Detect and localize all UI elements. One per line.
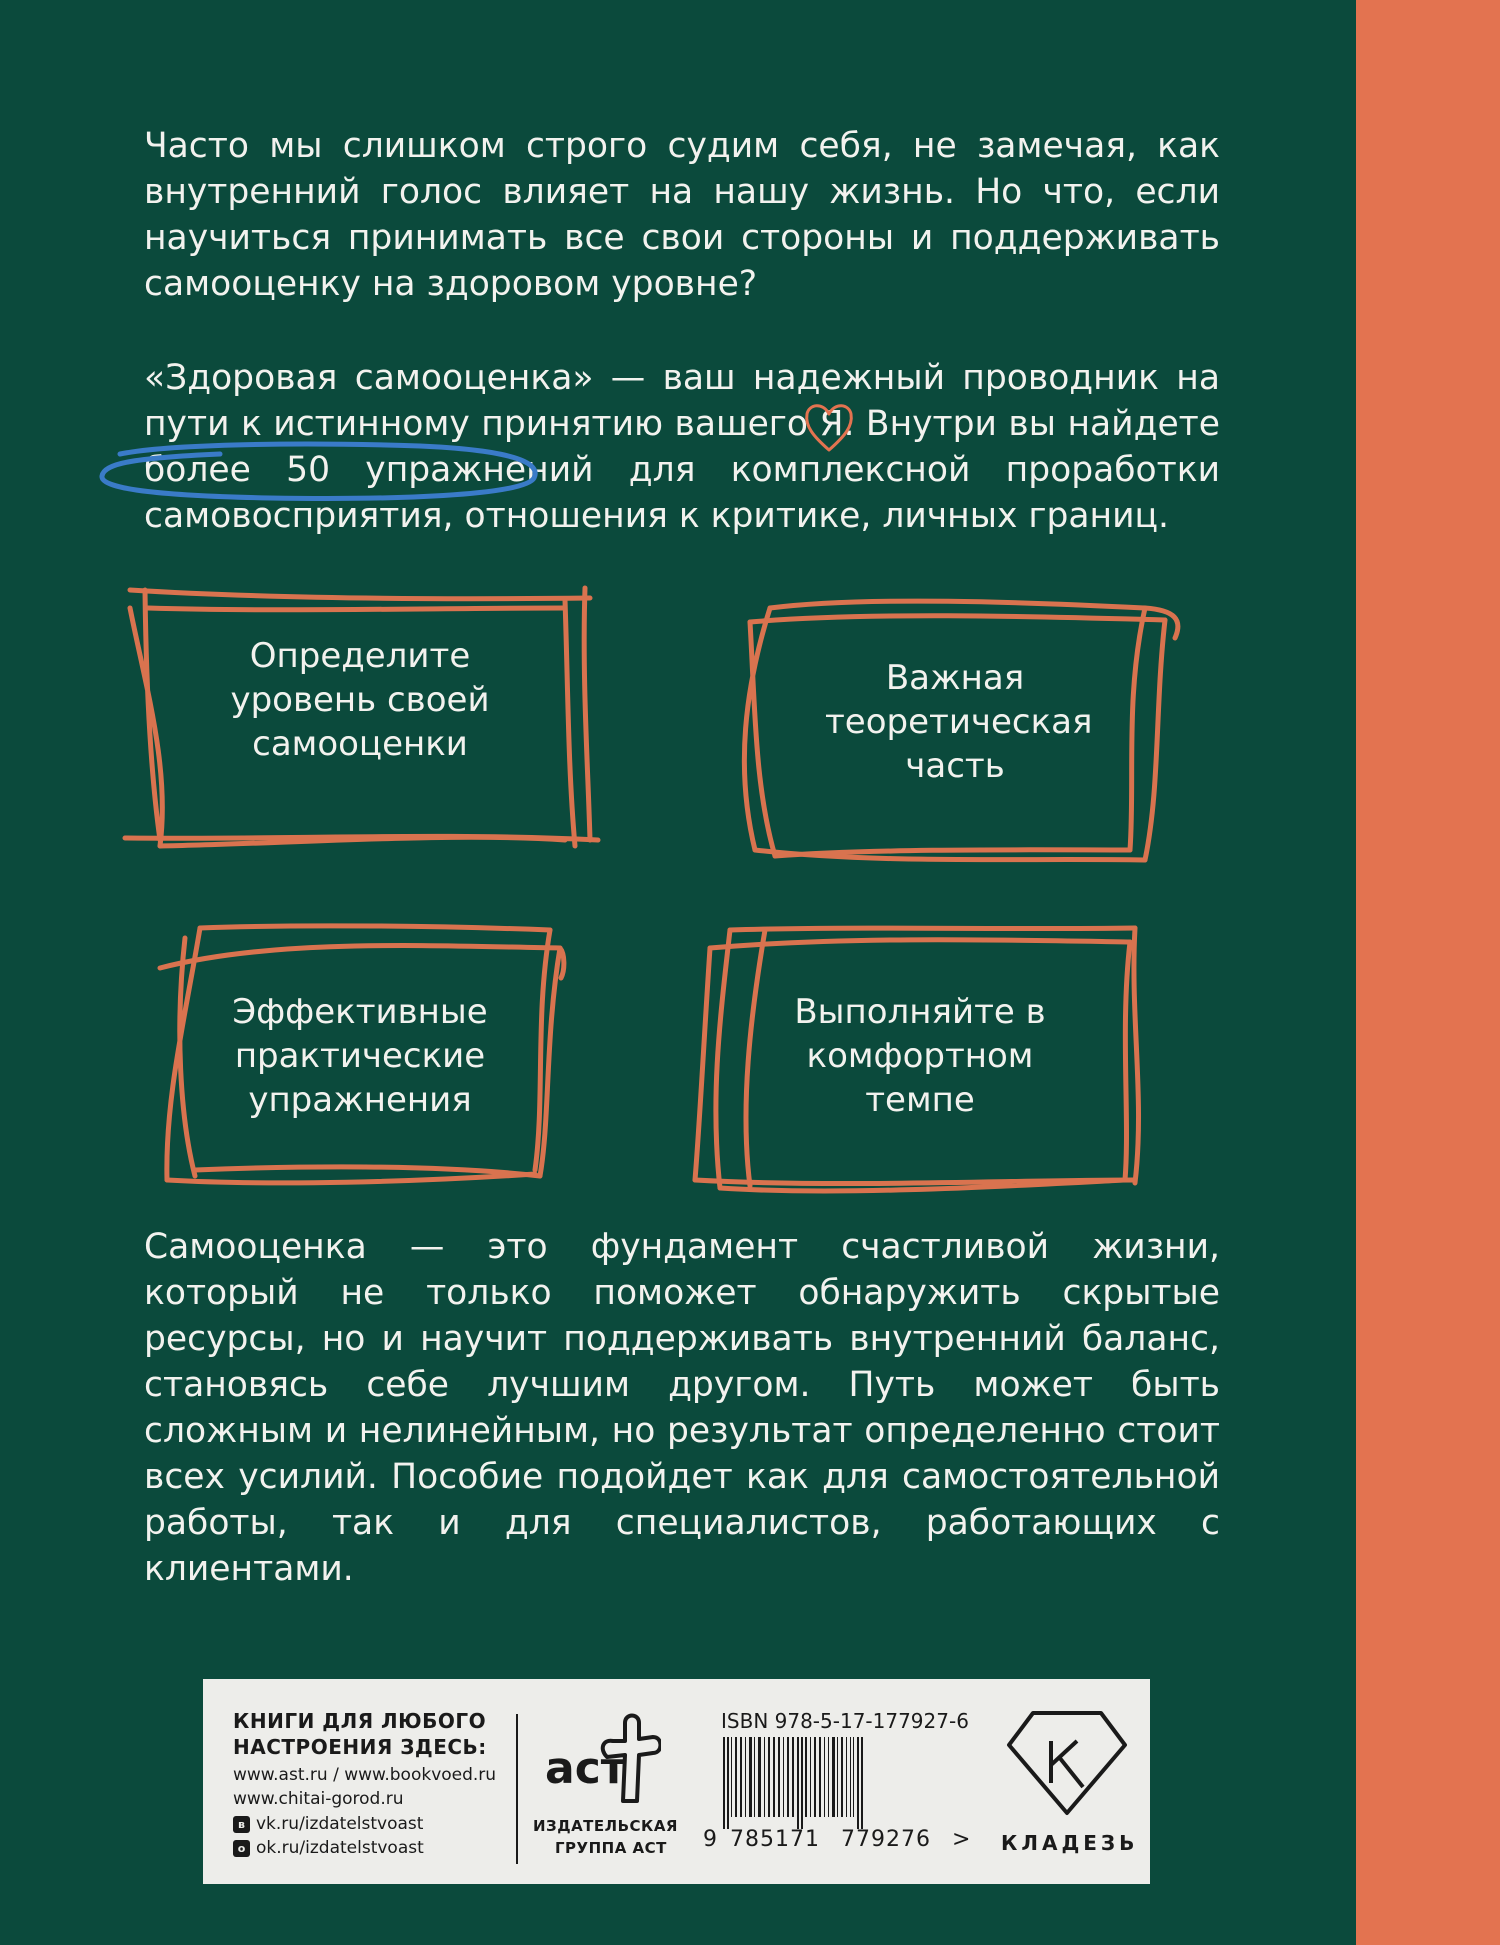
barcode-bar	[850, 1737, 851, 1817]
barcode-digit-group1: 785171	[730, 1827, 820, 1852]
barcode-bar	[861, 1737, 863, 1829]
description-paragraph: «Здоровая самооценка» — ваш надежный проводник на пути к истинному принятию вашего Я. Внутри вы найдете более 50 упражнений для комплексной проработки самовосприятия, отношения к критике, личных границ.	[144, 358, 1220, 536]
feature-box-practice	[155, 918, 565, 1190]
barcode-bar	[787, 1737, 789, 1817]
barcode-bar	[837, 1737, 838, 1817]
barcode-bar	[832, 1737, 835, 1817]
intro-paragraph: Часто мы слишком строго судим себя, не замечая, как внутренний голос влияет на нашу жизнь. Но что, если научиться принимать все свои стороны и поддерживать самооценку на здоровом уровне?	[144, 126, 1220, 304]
barcode-bar	[749, 1737, 752, 1817]
isbn-text: ISBN 978-5-17-177927-6	[721, 1709, 969, 1733]
vk-icon: в	[233, 1816, 250, 1833]
barcode-bar	[801, 1737, 803, 1829]
footer-links-line1: www.ast.ru / www.bookvoed.ru	[233, 1765, 497, 1785]
barcode-icon	[721, 1737, 945, 1829]
footer-strip	[203, 1679, 1150, 1884]
barcode-bar	[853, 1737, 854, 1817]
vk-link[interactable]	[233, 1813, 423, 1836]
divider	[516, 1714, 518, 1864]
barcode-bar	[814, 1737, 816, 1817]
spine-band	[1356, 0, 1500, 1945]
barcode-bar	[810, 1737, 811, 1817]
barcode-bar	[841, 1737, 843, 1817]
barcode-bar	[773, 1737, 775, 1817]
barcode-bar	[723, 1737, 725, 1829]
ok-url: ok.ru/izdatelstvoast	[256, 1838, 424, 1858]
barcode-bar	[735, 1737, 737, 1817]
barcode-digit-lead: 9	[703, 1827, 717, 1852]
barcode-quiet-mark: >	[952, 1827, 971, 1852]
barcode-bar	[783, 1737, 784, 1817]
barcode-bar	[745, 1737, 746, 1817]
ok-link[interactable]	[233, 1837, 424, 1860]
barcode-bar	[792, 1737, 794, 1817]
ast-logo	[541, 1709, 661, 1809]
barcode-digits	[703, 1827, 971, 1852]
feature-label: Определите уровень своей самооценки	[230, 636, 490, 764]
barcode-bar	[764, 1737, 765, 1817]
barcode-bar	[754, 1737, 755, 1817]
barcode-bar	[727, 1737, 729, 1829]
barcode-bar	[819, 1737, 821, 1817]
ok-icon: о	[233, 1840, 250, 1857]
feature-box-comfortable-pace	[690, 918, 1150, 1208]
barcode-bar	[731, 1737, 732, 1817]
footer-links-line2: www.chitai-gorod.ru	[233, 1789, 404, 1809]
barcode-bar	[824, 1737, 825, 1817]
barcode-bar	[805, 1737, 807, 1817]
feature-label: Эффективные практические упражнения	[232, 992, 488, 1120]
feature-box-theory	[725, 588, 1185, 868]
publisher-line1: ИЗДАТЕЛЬСКАЯ	[533, 1817, 678, 1835]
kladez-diamond-icon	[1003, 1709, 1131, 1817]
imprint-name: КЛАДЕЗЬ	[1001, 1831, 1139, 1855]
vk-url: vk.ru/izdatelstvoast	[256, 1814, 424, 1834]
barcode-bar	[797, 1737, 799, 1829]
closing-paragraph: Самооценка — это фундамент счастливой жизни, который не только поможет обнаружить скрытые ресурсы, но и научит поддерживать внутренний баланс, становясь себе лучшим другом. Путь может быть сложным и нелинейным, но результат определенно стоит всех усилий. Пособие подойдет как для самостоятельной работы, так и для специалистов, работающих с клиентами.	[144, 1227, 1220, 1589]
barcode-bar	[828, 1737, 829, 1817]
barcode-bar	[758, 1737, 761, 1817]
barcode-bar	[740, 1737, 742, 1817]
feature-box-self-esteem-level	[120, 578, 600, 858]
barcode-bar	[778, 1737, 780, 1817]
barcode-bar	[857, 1737, 859, 1829]
publisher-line2: ГРУППА АСТ	[555, 1839, 667, 1857]
feature-label: Важная теоретическая часть	[825, 658, 1093, 786]
ast-wordmark: аст	[545, 1743, 627, 1794]
barcode-digit-group2: 779276	[841, 1827, 931, 1852]
barcode-bar	[846, 1737, 847, 1817]
barcode-bar	[768, 1737, 770, 1817]
footer-heading-line1: КНИГИ ДЛЯ ЛЮБОГО	[233, 1709, 487, 1733]
feature-label: Выполняйте в комфортном темпе	[794, 992, 1046, 1120]
footer-heading-line2: НАСТРОЕНИЯ ЗДЕСЬ:	[233, 1735, 487, 1759]
